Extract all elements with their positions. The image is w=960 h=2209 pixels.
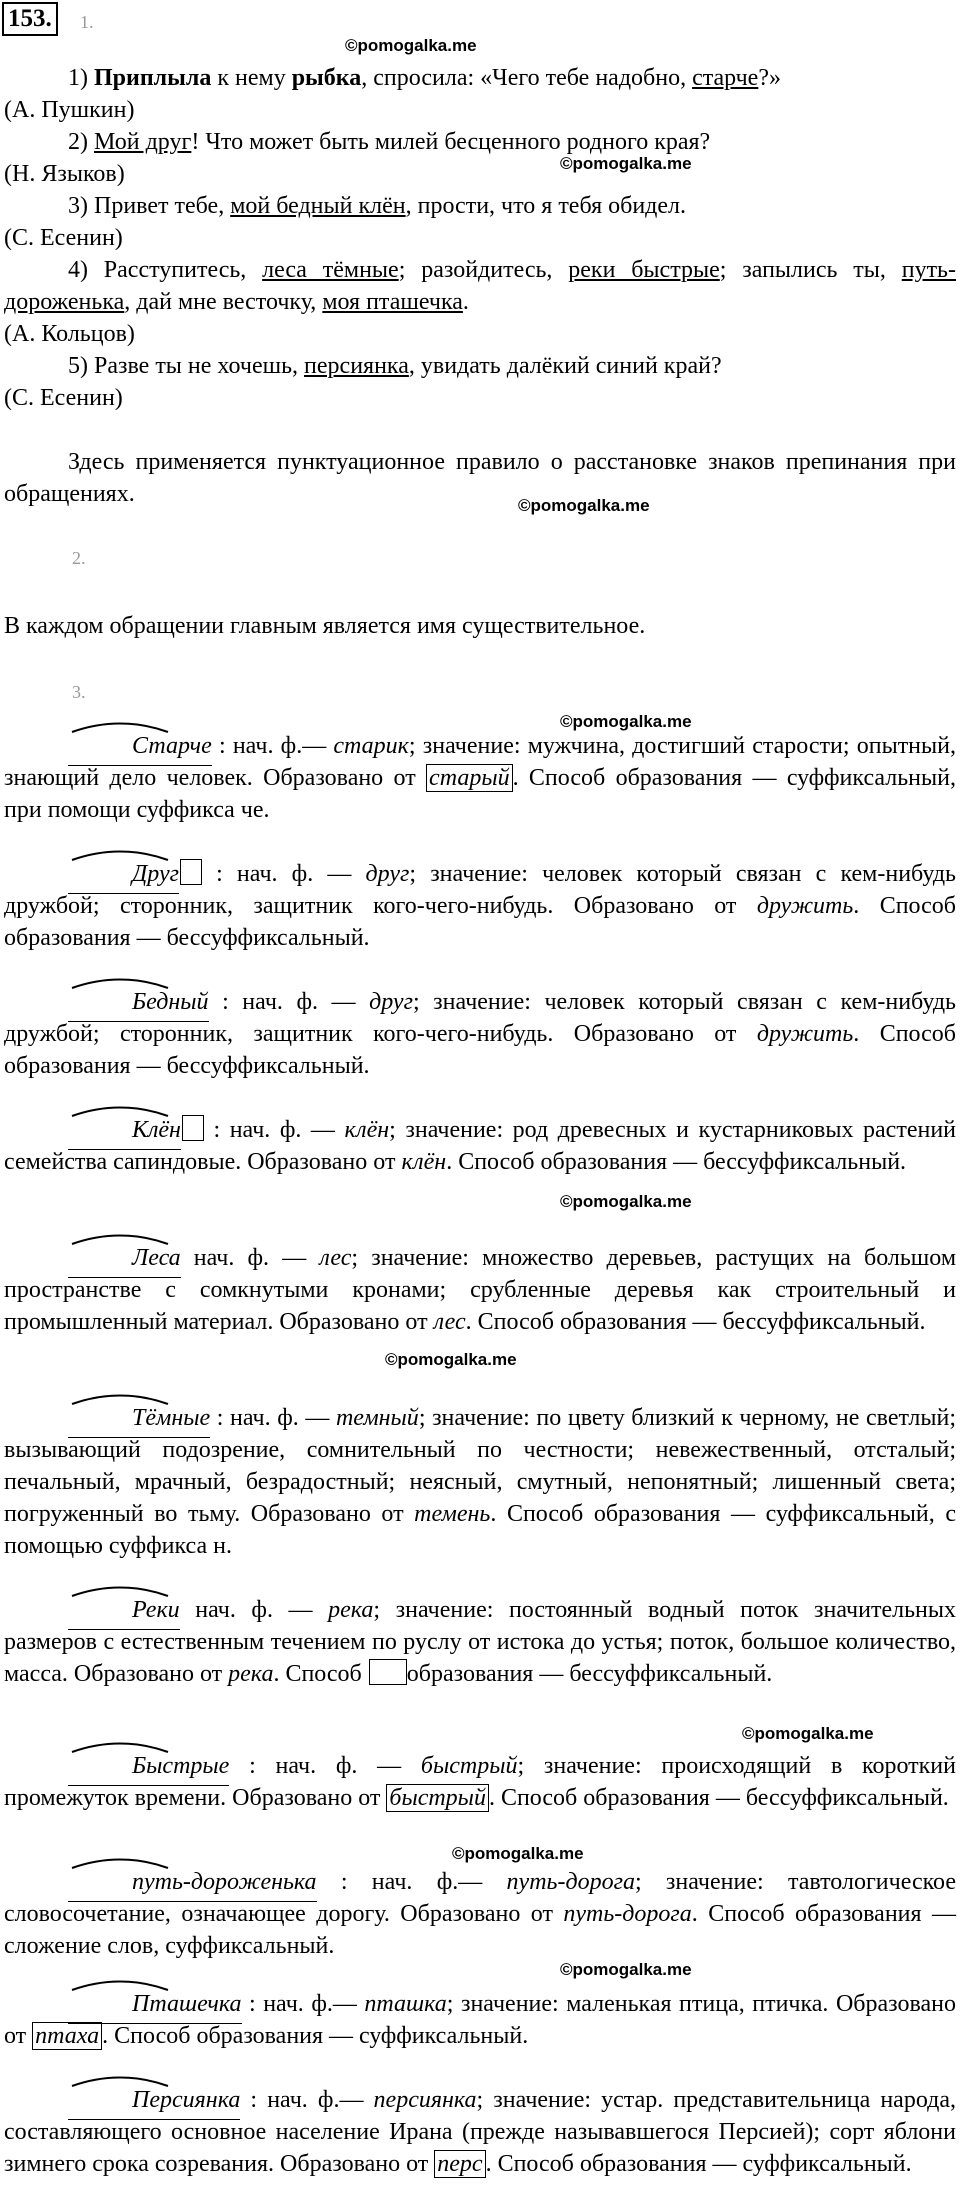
sentence-3: 3) Привет тебе, мой бедный клён, прости, что я тебя обидел. <box>68 193 687 219</box>
author-1: (А. Пушкин) <box>4 97 135 123</box>
task-2-answer: В каждом обращении главным является имя существительное. <box>4 613 646 639</box>
entry-temnye: Тёмные : нач. ф. — темный; значение: по цвету близкий к черному, не светлый; вызывающий подозрение, сомнительный по честности; невежественный, отсталый; печальный, мрачный, безрадостный; неясный, смутный, непонятный; лишенный света; погруженный во тьму. Образовано от темень. Способ образования — суффиксальный, с помощью суффикса н. <box>4 1402 956 1562</box>
entry-starche: Старче : нач. ф.— старик; значение: мужчина, достигший старости; опытный, знающий дело человек. Образовано от старый . Способ образования — суффиксальный, при помощи суффикса че. <box>4 730 956 826</box>
entry-drug: Друг : нач. ф. — друг; значение: человек который связан с кем-нибудь дружбой; сторонник, защитник кого-чего-нибудь. Образовано от дружить. Способ образования — бессуффиксальный. <box>4 858 956 954</box>
author-4: (А. Кольцов) <box>4 321 135 347</box>
watermark: ©pomogalka.me <box>560 154 692 173</box>
entry-persiyanka: Персиянка : нач. ф.— персиянка; значение: устар. представительница народа, составляющего основное население Ирана (прежде называвшегося Персией); сорт яблони зимнего срока созревания. Образовано от перс . Способ образования — суффиксальный. <box>4 2084 956 2180</box>
watermark: ©pomogalka.me <box>560 1960 692 1979</box>
entry-put-dorozhenka: путь-дороженька : нач. ф.— путь-дорога; значение: тавтологическое словосочетание, означающее дорогу. Образовано от путь-дорога. Способ образования — сложение слов, суффиксальный. <box>4 1866 956 1962</box>
sentence-2: 2) Мой друг! Что может быть милей бесценного родного края? <box>68 129 711 155</box>
watermark: ©pomogalka.me <box>560 1192 692 1211</box>
entry-ptashechka: Пташечка : нач. ф.— пташка; значение: маленькая птица, птичка. Образовано от птаха . Способ образования — суффиксальный. <box>4 1988 956 2052</box>
author-2: (Н. Языков) <box>4 161 125 187</box>
address-persiyanka: персиянка <box>304 353 409 379</box>
sentence-1: 1) Приплыла к нему рыбка, спросила: «Чего тебе надобно, старче?» <box>68 65 781 91</box>
watermark: ©pomogalka.me <box>452 1844 584 1863</box>
sentence-4: 4) Расступитесь, леса тёмные; разойдитесь, реки быстрые; запылись ты, путь-дороженька, дай мне весточку, моя пташечка. <box>4 257 956 315</box>
task-3-label: 3. <box>72 682 86 702</box>
watermark: ©pomogalka.me <box>345 36 477 55</box>
watermark: ©pomogalka.me <box>385 1350 517 1369</box>
sentence-5: 5) Разве ты не хочешь, персиянка, увидать далёкий синий край? <box>68 353 722 379</box>
watermark: ©pomogalka.me <box>560 712 692 731</box>
address-klen: мой бедный клён <box>230 193 406 219</box>
entry-bedny: Бедный : нач. ф. — друг; значение: человек который связан с кем-нибудь дружбой; сторонник, защитник кого-чего-нибудь. Образовано от дружить. Способ образования — бессуффиксальный. <box>4 986 956 1082</box>
entry-lesa: Леса нач. ф. — лес; значение: множество деревьев, растущих на большом пространстве с сомкнутыми кронами; срубленные деревья как строительный и промышленный материал. Образовано от лес. Способ образования — бессуффиксальный. <box>4 1242 956 1338</box>
task-2-label: 2. <box>72 548 86 568</box>
entry-klen: Клён : нач. ф. — клён; значение: род древесных и кустарниковых растений семейства сапиндовые. Образовано от клён. Способ образования — бессуффиксальный. <box>4 1114 956 1178</box>
punctuation-rule: Здесь применяется пунктуационное правило о расстановке знаков препинания при обращениях. <box>4 449 956 507</box>
entry-reki: Реки нач. ф. — река; значение: постоянный водный поток значительных размеров с естественным течением по руслу от истока до устья; поток, большое количество, масса. Образовано от река. Способ образования — бессуффиксальный. <box>4 1594 956 1690</box>
exercise-number: 153. <box>2 2 58 36</box>
address-starche: старче <box>692 65 759 91</box>
address-drug: Мой друг <box>94 129 192 155</box>
entry-bystrye: Быстрые : нач. ф. — быстрый; значение: происходящий в короткий промежуток времени. Образовано от быстрый . Способ образования — бессуффиксальный. <box>4 1750 956 1814</box>
author-3: (С. Есенин) <box>4 225 123 251</box>
author-5: (С. Есенин) <box>4 385 123 411</box>
watermark: ©pomogalka.me <box>518 496 650 515</box>
watermark: ©pomogalka.me <box>742 1724 874 1743</box>
task-1-label: 1. <box>80 12 94 32</box>
